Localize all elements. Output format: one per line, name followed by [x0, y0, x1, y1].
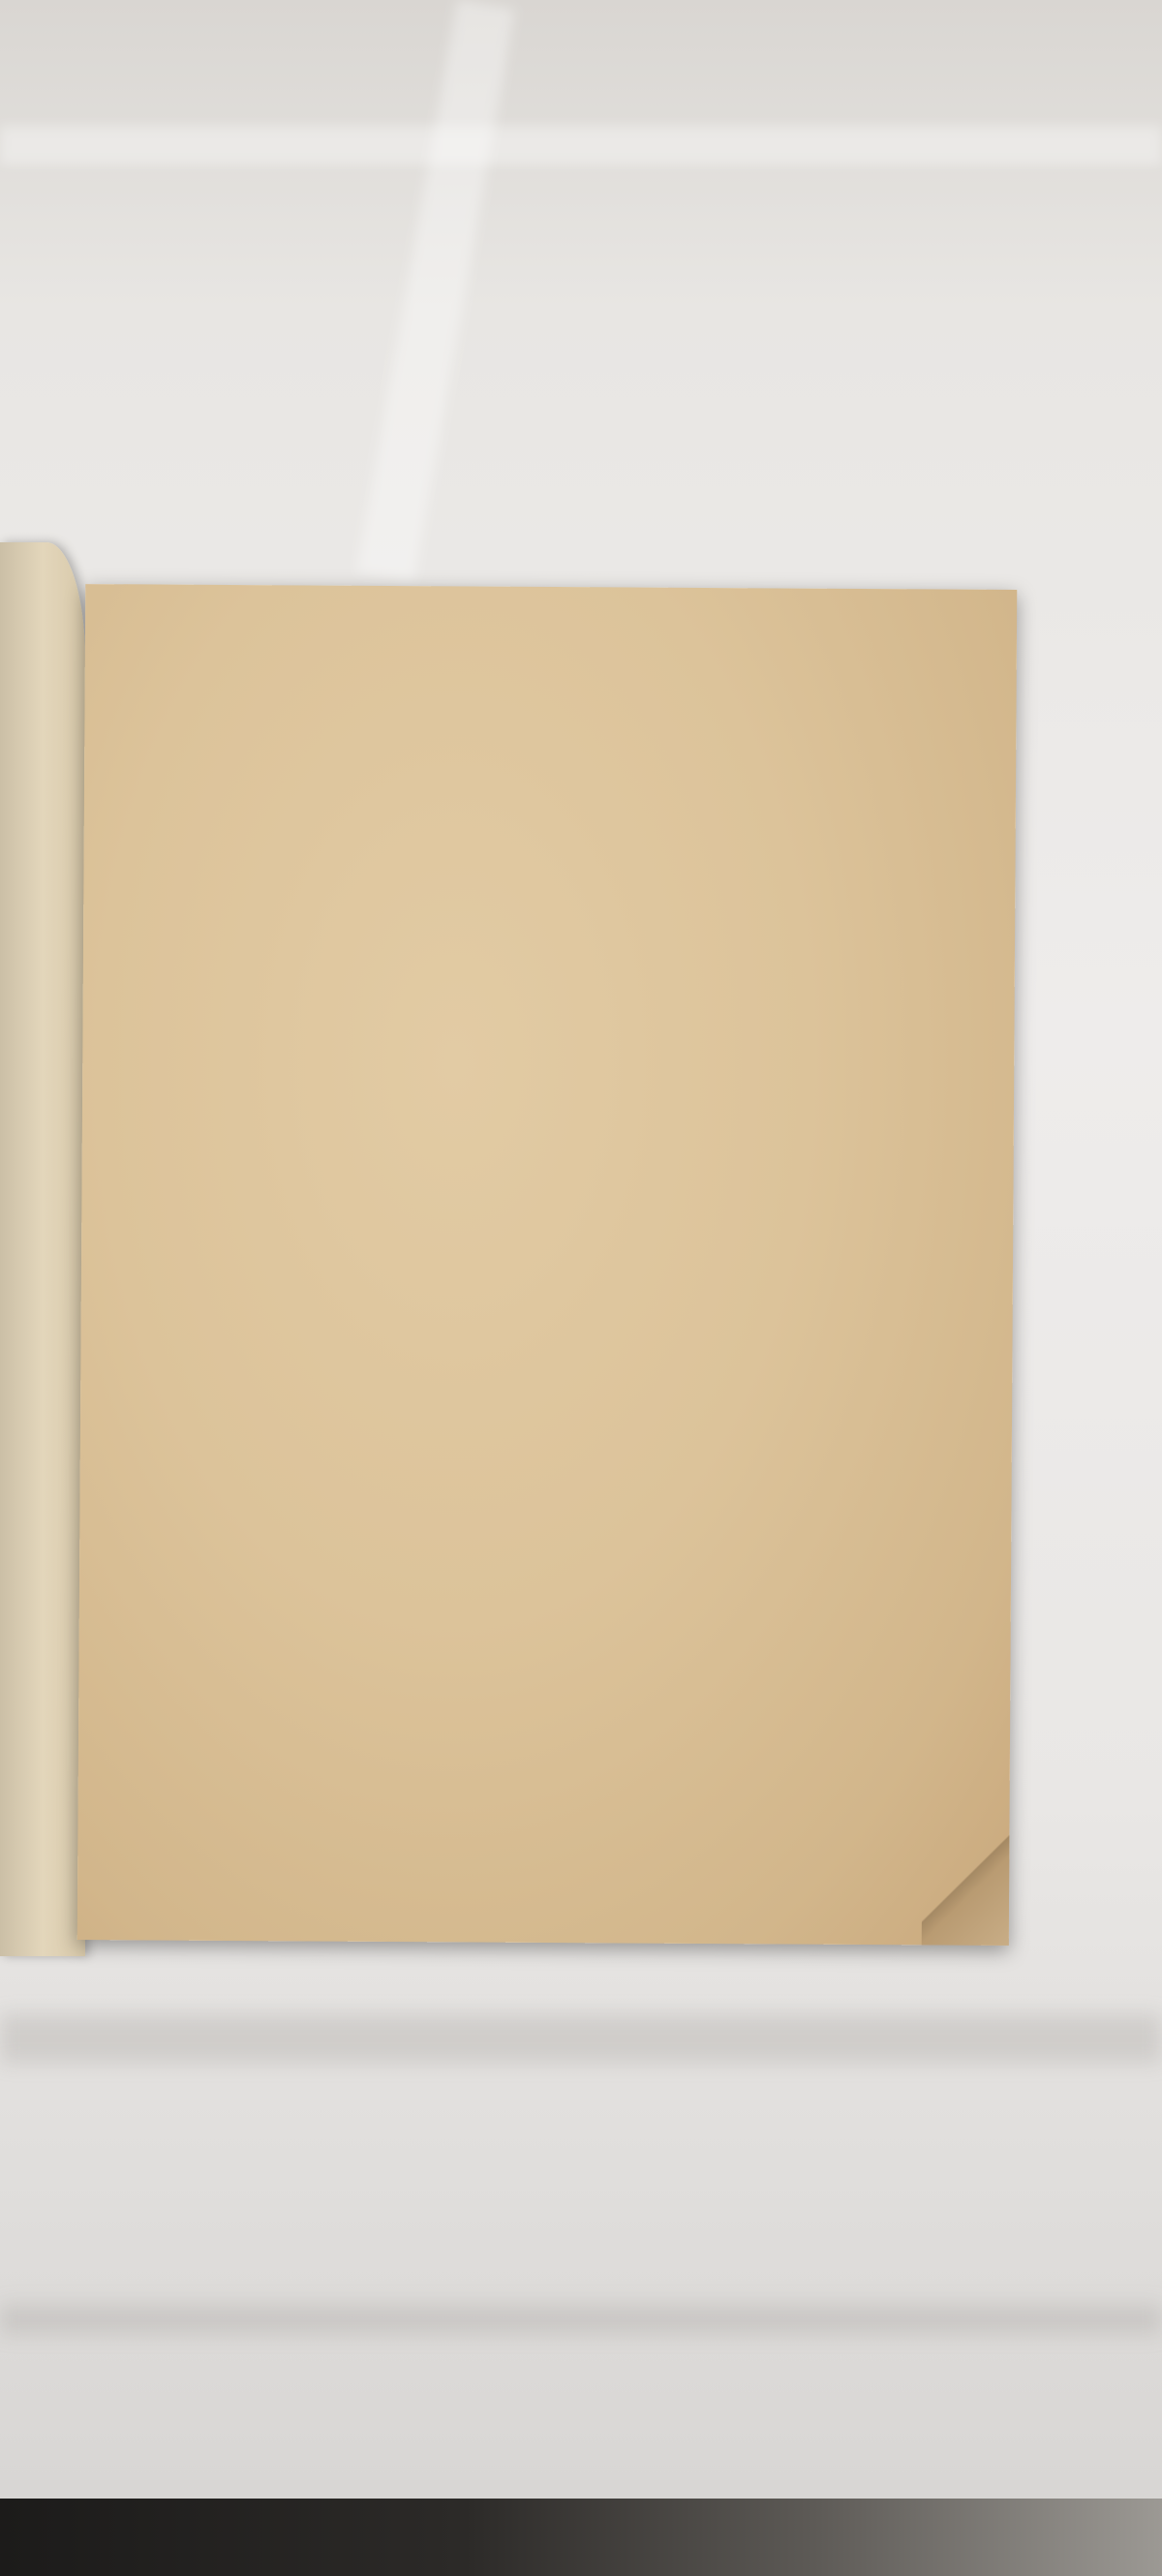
subtitle [84, 727, 1016, 733]
authors [84, 758, 1016, 764]
fabric-shadow [0, 2305, 1162, 2334]
fabric-fold [356, 0, 514, 582]
dialogue [164, 1403, 967, 1408]
personajes-list [161, 872, 957, 876]
fabric-shadow [0, 2014, 1162, 2063]
personajes-line [161, 872, 957, 876]
booklet-page [77, 584, 1018, 1946]
fabric-fold [0, 126, 1162, 165]
adjacent-page [0, 542, 85, 1956]
personajes-heading [84, 843, 1016, 849]
personajes-line [161, 872, 957, 876]
page-title [85, 619, 1017, 625]
stage-direction [166, 1103, 969, 1108]
table-edge [0, 2499, 1162, 2576]
act-heading [83, 1024, 1015, 1029]
